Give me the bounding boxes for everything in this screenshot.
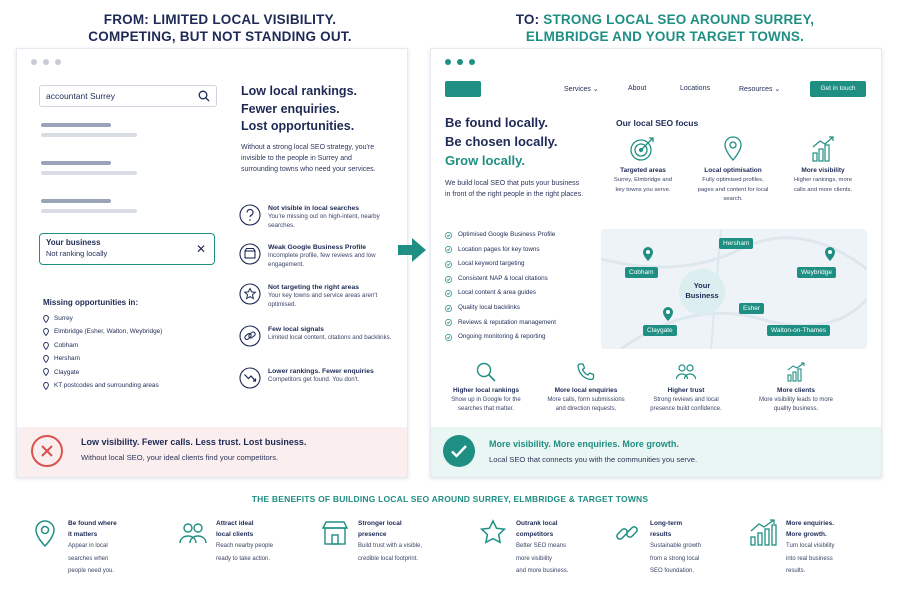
nav-resources[interactable]: Resources ⌄ (739, 86, 781, 93)
list-item: Consistent NAP & local citations (445, 272, 556, 287)
target-icon (629, 135, 657, 163)
focus-title: Our local SEO focus (616, 118, 699, 128)
business-profile-icon (239, 243, 261, 265)
growth-icon (785, 361, 807, 383)
strip-benefit-item: Be found where it matters Appear in local searches when people need you. (30, 518, 170, 578)
your-business-card[interactable] (39, 233, 215, 265)
problem-item: Not visible in local searches You're missing out on high-intent, nearby searches. (239, 204, 399, 231)
problem-intro: Without a strong local SEO strategy, you're invisible to the people in Surrey and surrounding towns who need your services. (241, 144, 376, 173)
solution-summary-banner (431, 427, 881, 477)
map-tag-claygate[interactable]: Claygate (643, 325, 677, 336)
list-item: Location pages for key towns (445, 243, 556, 258)
location-pin-icon (643, 247, 653, 261)
to-line2: ELMBRIDGE AND YOUR TARGET TOWNS. (525, 29, 805, 44)
star-icon (478, 518, 508, 548)
strip-benefit-item: Outrank local competitors Better SEO means more visibility and more business. (478, 518, 618, 578)
check-icon (445, 290, 452, 297)
problem-summary-banner (17, 427, 407, 477)
decline-icon (239, 367, 261, 389)
window-dots (31, 59, 61, 65)
from-line2: COMPETING, BUT NOT STANDING OUT. (88, 29, 352, 44)
chevron-down-icon: ⌄ (774, 86, 781, 93)
growth-chart-icon (748, 518, 778, 548)
link-icon (239, 325, 261, 347)
check-icon (445, 319, 452, 326)
chevron-down-icon: ⌄ (592, 86, 599, 93)
check-icon (445, 261, 452, 268)
problem-summary-text: Without local SEO, your ideal clients find your competitors. (81, 453, 279, 462)
window-dots (445, 59, 475, 65)
list-item: Optimised Google Business Profile (445, 228, 556, 243)
list-item: Local content & area guides (445, 286, 556, 301)
nav-locations[interactable]: Locations (680, 85, 710, 92)
list-item: Local keyword targeting (445, 257, 556, 272)
list-item: Claygate (43, 366, 162, 379)
list-item: Hersham (43, 352, 162, 365)
location-pin-icon (825, 247, 835, 261)
to-heading (490, 11, 840, 45)
location-pin-icon (43, 315, 49, 323)
location-pin-icon (663, 307, 673, 321)
problem-summary-title: Low visibility. Fewer calls. Less trust. Lost business. (81, 437, 307, 447)
result-placeholder-line (41, 171, 137, 175)
link-icon (612, 518, 642, 548)
list-item: Cobham (43, 339, 162, 352)
benefit-item: Higher local rankings Show up in Google for the searches that matter. (436, 361, 536, 414)
strip-benefit-item: More enquiries. More growth. Turn local visibility into real business results. (748, 518, 888, 578)
check-icon (445, 305, 452, 312)
map-tag-walton-on-thames[interactable]: Walton-on-Thames (767, 325, 830, 336)
list-item: Quality local backlinks (445, 301, 556, 316)
star-icon (239, 283, 261, 305)
map-tag-esher[interactable]: Esher (739, 303, 764, 314)
benefits-strip-title: THE BENEFITS OF BUILDING LOCAL SEO AROUND SURREY, ELMBRIDGE & TARGET TOWNS (251, 494, 649, 504)
map-tag-cobham[interactable]: Cobham (625, 267, 658, 278)
problem-headline: Low local rankings. Fewer enquiries. Lost opportunities. (241, 84, 357, 133)
search-input[interactable] (39, 85, 217, 107)
problem-item: Few local signals Limited local content, citations and backlinks. (239, 325, 399, 347)
search-query: accountant Surrey (46, 91, 115, 101)
nav-about[interactable]: About (628, 85, 647, 92)
check-icon (445, 276, 452, 283)
strip-benefit-item: Stronger local presence Build trust with a visible, credible local footprint. (320, 518, 460, 565)
to-label: TO: (515, 12, 540, 27)
focus-item: More visibility Higher rankings, more calls and more clients. (783, 135, 863, 195)
location-pin-icon (43, 368, 49, 376)
benefit-item: Higher trust Strong reviews and local presence build confidence. (636, 361, 736, 414)
list-item: Elmbridge (Esher, Walton, Weybridge) (43, 325, 162, 338)
problem-item: Lower rankings. Fewer enquiries Competitors get found. You don't. (239, 367, 399, 389)
service-area-map[interactable] (601, 229, 867, 349)
result-placeholder-title (41, 199, 111, 203)
get-in-touch-button[interactable]: Get in touch (810, 81, 866, 97)
result-placeholder-title (41, 161, 111, 165)
list-item: Ongoing monitoring & reporting (445, 330, 556, 345)
location-pin-icon (719, 135, 747, 163)
focus-item: Local optimisation Fully optimised profiles, pages and content for local search. (693, 135, 773, 205)
list-item: KT postcodes and surrounding areas (43, 379, 162, 392)
hero-headline: Be found locally. Be chosen locally. Grow locally. (445, 115, 558, 168)
list-item: Reviews & reputation management (445, 316, 556, 331)
service-checklist (445, 228, 556, 345)
from-line1: LIMITED LOCAL VISIBILITY. (152, 12, 337, 27)
map-tag-hersham[interactable]: Hersham (719, 238, 753, 249)
site-logo[interactable] (445, 81, 481, 97)
location-pin-icon (43, 355, 49, 363)
result-placeholder-title (41, 123, 111, 127)
nav-services[interactable]: Services ⌄ (564, 86, 599, 93)
your-business-marker: Your Business (679, 269, 725, 315)
hero-text: We build local SEO that puts your business in front of the right people in the right places. (445, 180, 584, 198)
search-icon[interactable] (198, 90, 210, 102)
benefit-item: More local enquiries More calls, form submissions and direction requests. (536, 361, 636, 414)
your-business-status: Not ranking locally (46, 249, 108, 258)
arrow-right-icon (396, 236, 428, 264)
map-tag-weybridge[interactable]: Weybridge (797, 267, 836, 278)
people-icon (675, 361, 697, 383)
result-placeholder-line (41, 209, 137, 213)
location-pin-icon (30, 518, 60, 548)
check-icon (445, 334, 452, 341)
check-icon (445, 232, 452, 239)
problem-item: Not targeting the right areas Your key towns and service areas aren't optimised. (239, 283, 399, 310)
people-icon (178, 518, 208, 548)
list-item: Surrey (43, 312, 162, 325)
error-icon (31, 435, 63, 467)
strip-benefit-item: Attract ideal local clients Reach nearby people ready to take action. (178, 518, 318, 565)
strip-benefit-item: Long-term results Sustainable growth from a strong local SEO foundation. (612, 518, 752, 578)
focus-item: Targeted areas Surrey, Elmbridge and key towns you serve. (603, 135, 683, 195)
check-icon (445, 246, 452, 253)
location-pin-icon (43, 342, 49, 350)
after-browser-window (430, 48, 882, 478)
question-icon (239, 204, 261, 226)
before-browser-window (16, 48, 408, 478)
phone-icon (575, 361, 597, 383)
your-business-title: Your business (46, 238, 101, 247)
result-placeholder-line (41, 133, 137, 137)
bar-chart-icon (809, 135, 837, 163)
search-icon (475, 361, 497, 383)
from-label: FROM: (103, 12, 150, 27)
missing-opportunities-list (43, 312, 162, 392)
location-pin-icon (43, 382, 49, 390)
problem-item: Weak Google Business Profile Incomplete profile, few reviews and low engagement. (239, 243, 399, 270)
missing-opportunities-title: Missing opportunities in: (43, 298, 139, 307)
solution-summary-title: More visibility. More enquiries. More growth. (489, 439, 679, 449)
solution-summary-text: Local SEO that connects you with the communities you serve. (489, 455, 698, 464)
to-line1: STRONG LOCAL SEO AROUND SURREY, (543, 12, 815, 27)
from-heading (45, 11, 395, 45)
close-icon[interactable]: ✕ (195, 242, 206, 256)
benefit-item: More clients More visibility leads to more quality business. (746, 361, 846, 414)
location-pin-icon (43, 328, 49, 336)
storefront-icon (320, 518, 350, 548)
check-icon (443, 435, 475, 467)
